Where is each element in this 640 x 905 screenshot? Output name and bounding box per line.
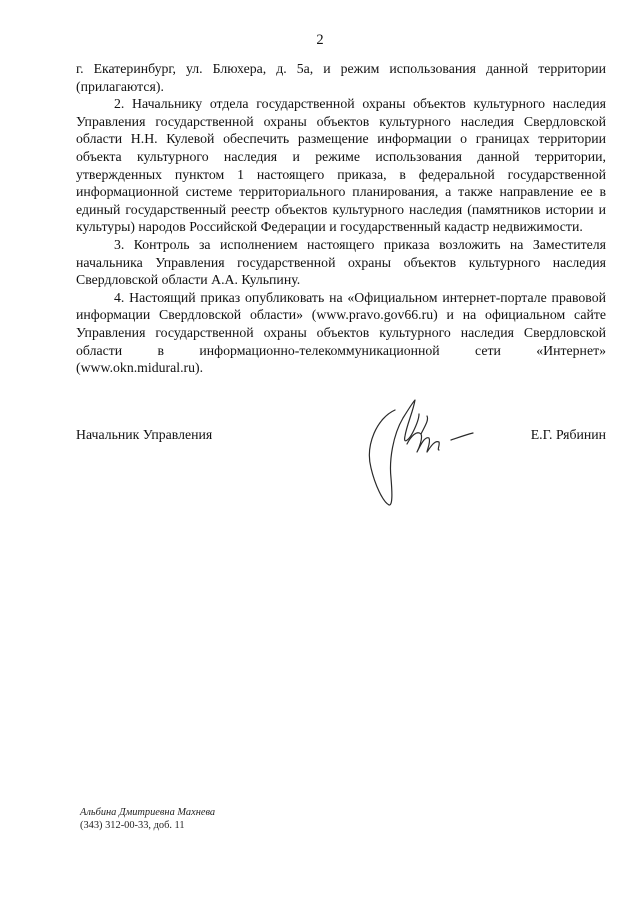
page-number: 2 xyxy=(316,32,324,48)
document-body xyxy=(76,60,606,377)
executor-info xyxy=(80,806,215,832)
paragraph-4: 4. Настоящий приказ опубликовать на «Официальном интернет-портале правовой информации Свердловской области» (www.pravo.gov66.ru) и на официальном сайте Управления государственной охраны объектов культурного наследия Свердловской области в информационно-телекоммуникационной сети «Интернет» (www.okn.midural.ru). xyxy=(76,289,606,376)
executor-name: Альбина Дмитриевна Махнева xyxy=(80,807,216,818)
signatory-title: Начальник Управления xyxy=(76,427,213,442)
signature-block xyxy=(76,427,606,447)
paragraph-3: 3. Контроль за исполнением настоящего приказа возложить на Заместителя начальника Управления государственной охраны объектов культурного наследия Свердловской области А.А. Кульпину. xyxy=(76,236,606,288)
paragraph-1-continuation: г. Екатеринбург, ул. Блюхера, д. 5а, и режим использования данной территории (прилагаются). xyxy=(76,61,606,94)
paragraph-2: 2. Начальнику отдела государственной охраны объектов культурного наследия Управления государственной охраны объектов культурного наследия Свердловской области Н.Н. Кулевой обеспечить размещение информации о границах территории объекта культурного наследия и режиме использования данной территории, утвержденных пунктом 1 настоящего приказа, в федеральной государственной информационной системе территориального планирования, а также направление ее в единый государственный реестр объектов культурного наследия (памятников истории и культуры) народов Российской Федерации и государственный кадастр недвижимости. xyxy=(76,96,606,235)
signatory-name: Е.Г. Рябинин xyxy=(530,427,606,442)
handwritten-signature xyxy=(355,390,485,510)
executor-phone: (343) 312-00-33, доб. 11 xyxy=(80,820,185,831)
